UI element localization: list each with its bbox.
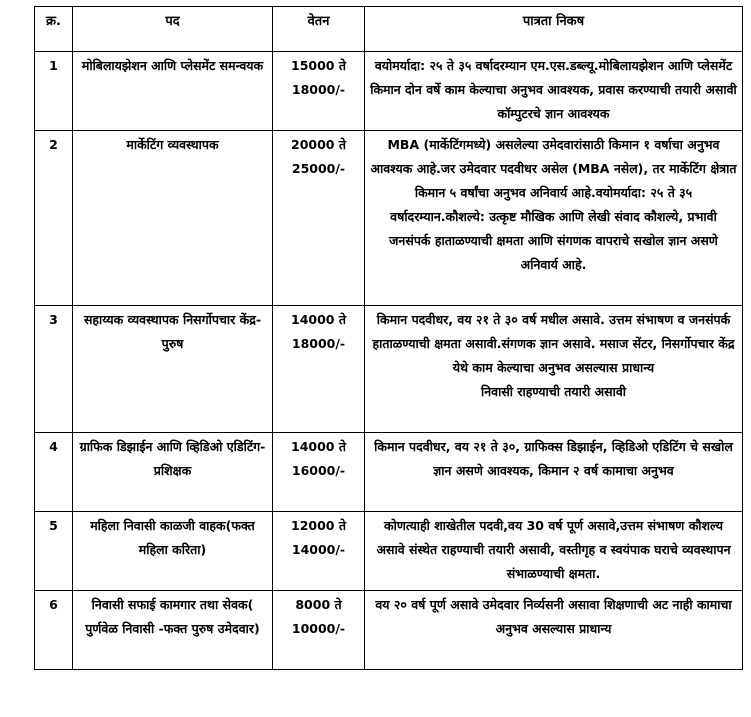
- table-row: [35, 512, 743, 591]
- table-row: [35, 52, 743, 131]
- row-serial: 6: [35, 591, 73, 670]
- row-post: मार्केटिंग व्यवस्थापक: [73, 131, 273, 306]
- table-header-row: [35, 7, 743, 52]
- salary-max: 10000/-: [291, 621, 346, 636]
- salary-min: 14000 ते: [291, 439, 346, 454]
- salary-min: 14000 ते: [291, 312, 346, 327]
- criteria-main: किमान पदवीधर, वय २१ ते ३० वर्ष मधील असावे. उत्तम संभाषण व जनसंपर्क हाताळण्याची क्षमता असावी.संगणक ज्ञान असावे. मसाज सेंटर, निसर्गोपचार केंद्र येथे काम केल्याचा अनुभव असल्यास प्राधान्य: [372, 312, 735, 375]
- salary-min: 12000 ते: [291, 518, 346, 533]
- table-row: [35, 591, 743, 670]
- row-serial: 3: [35, 306, 73, 433]
- row-post: मोबिलायझेशन आणि प्लेसमेंट समन्वयक: [73, 52, 273, 131]
- salary-min: 15000 ते: [291, 58, 346, 73]
- row-post: निवासी सफाई कामगार तथा सेवक( पुर्णवेळ निवासी -फक्त पुरुष उमेदवार): [73, 591, 273, 670]
- row-salary: [273, 52, 365, 131]
- header-serial: क्र.: [35, 7, 73, 52]
- table-row: [35, 131, 743, 306]
- row-salary: [273, 433, 365, 512]
- header-post: पद: [73, 7, 273, 52]
- row-post: ग्राफिक डिझाईन आणि व्हिडिओ एडिटिंग-प्रशिक्षक: [73, 433, 273, 512]
- salary-max: 14000/-: [291, 542, 346, 557]
- header-criteria: पात्रता निकष: [365, 7, 743, 52]
- table-row: [35, 306, 743, 433]
- row-serial: 4: [35, 433, 73, 512]
- salary-max: 25000/-: [291, 161, 346, 176]
- header-salary: वेतन: [273, 7, 365, 52]
- row-serial: 2: [35, 131, 73, 306]
- row-criteria: [365, 306, 743, 433]
- row-post: सहाय्यक व्यवस्थापक निसर्गोपचार केंद्र- पुरुष: [73, 306, 273, 433]
- row-serial: 5: [35, 512, 73, 591]
- salary-max: 18000/-: [291, 82, 346, 97]
- salary-min: 20000 ते: [291, 137, 346, 152]
- job-vacancy-table: [34, 6, 743, 670]
- row-criteria: किमान पदवीधर, वय २१ ते ३०, ग्राफिक्स डिझाईन, व्हिडिओ एडिटिंग चे सखोल ज्ञान असणे आवश्यक, किमान २ वर्ष कामाचा अनुभव: [365, 433, 743, 512]
- row-criteria: वय २० वर्ष पूर्ण असावे उमेदवार निर्व्यसनी असावा शिक्षणाची अट नाही कामाचा अनुभव असल्यास प्राधान्य: [365, 591, 743, 670]
- criteria-extra: निवासी राहण्याची तयारी असावी: [480, 384, 627, 399]
- salary-min: 8000 ते: [295, 597, 342, 612]
- salary-max: 16000/-: [291, 463, 346, 478]
- table-row: [35, 433, 743, 512]
- row-salary: [273, 512, 365, 591]
- row-salary: [273, 591, 365, 670]
- row-serial: 1: [35, 52, 73, 131]
- row-criteria: कोणत्याही शाखेतील पदवी,वय 30 वर्ष पूर्ण असावे,उत्तम संभाषण कौशल्य असावे संस्थेत राहण्याची तयारी असावी, वस्तीगृह व स्वयंपाक घराचे व्यवस्थापन संभाळण्याची क्षमता.: [365, 512, 743, 591]
- row-criteria: MBA (मार्केटिंगमध्ये) असलेल्या उमेदवारांसाठी किमान १ वर्षाचा अनुभव आवश्यक आहे.जर उमेदवार पदवीधर असेल (MBA नसेल), तर मार्केटिंग क्षेत्रात किमान ५ वर्षांचा अनुभव अनिवार्य आहे.वयोमर्यादा: २५ ते ३५ वर्षादरम्यान.कौशल्ये: उत्कृष्ट मौखिक आणि लेखी संवाद कौशल्ये, प्रभावी जनसंपर्क हाताळण्याची क्षमता आणि संगणक वापराचे सखोल ज्ञान असणे अनिवार्य आहे.: [365, 131, 743, 306]
- row-salary: [273, 306, 365, 433]
- salary-max: 18000/-: [291, 336, 346, 351]
- row-salary: [273, 131, 365, 306]
- row-post: महिला निवासी काळजी वाहक(फक्त महिला करिता): [73, 512, 273, 591]
- row-criteria: वयोमर्यादा: २५ ते ३५ वर्षादरम्यान एम.एस.डब्ल्यू.मोबिलायझेशन आणि प्लेसमेंट किमान दोन वर्षे काम केल्याचा अनुभव आवश्यक, प्रवास करण्याची तयारी असावी कॉम्पुटरचे ज्ञान आवश्यक: [365, 52, 743, 131]
